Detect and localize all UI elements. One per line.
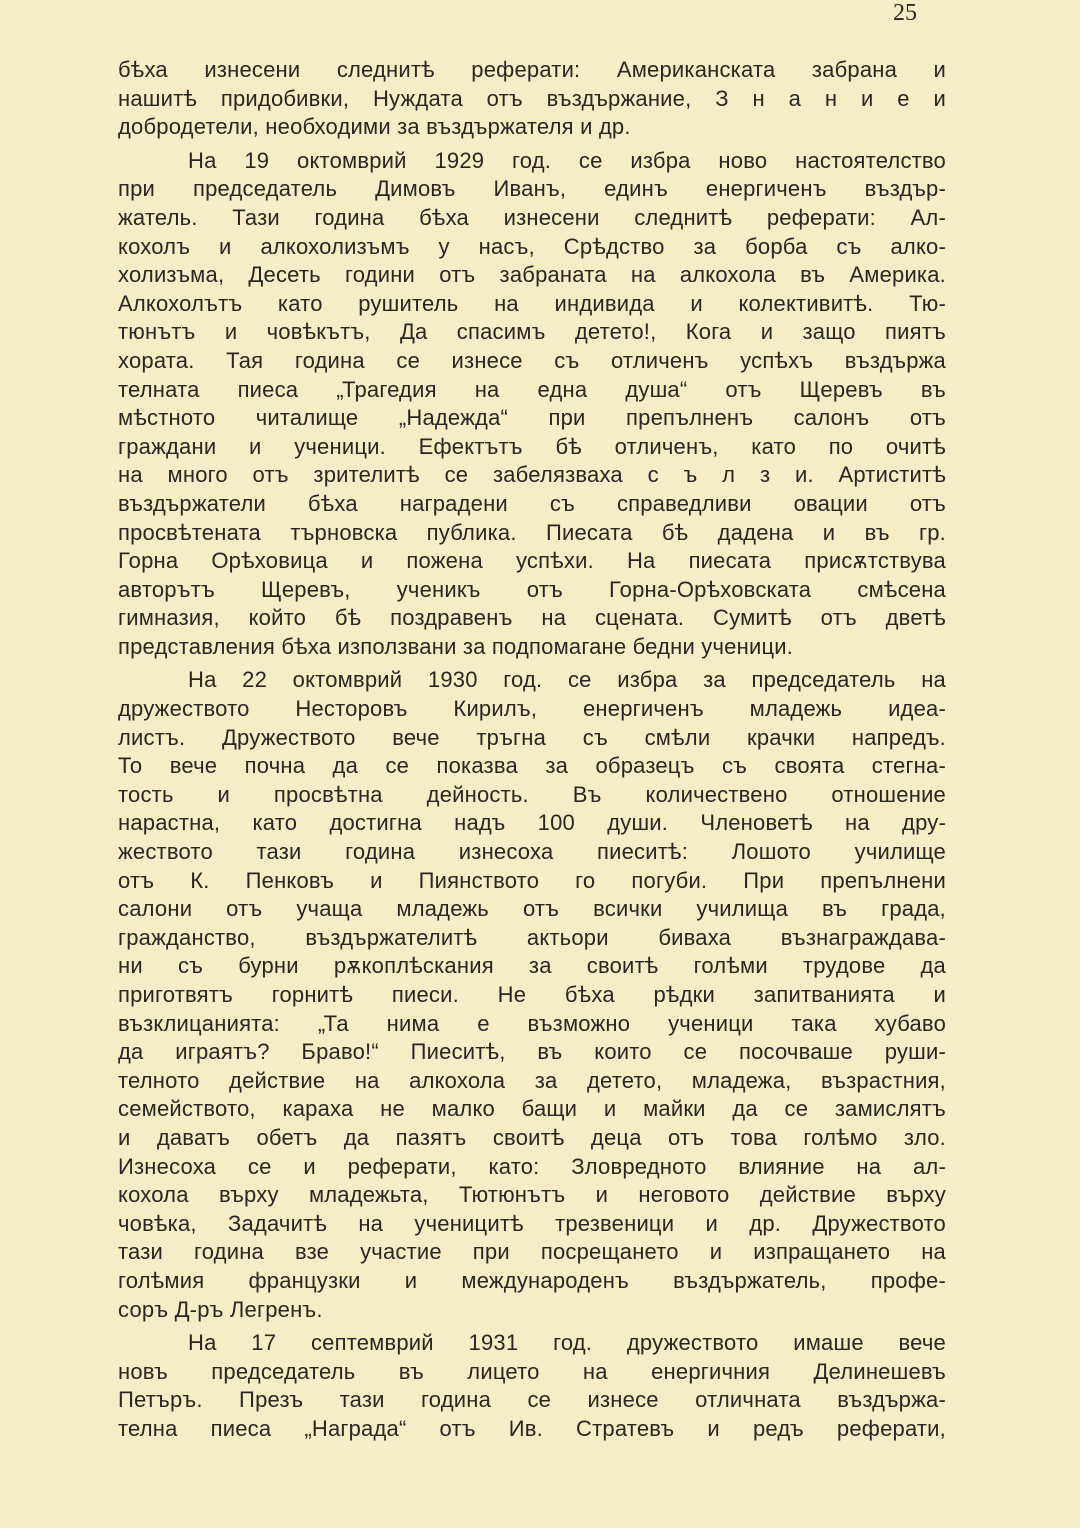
text-line: нашитѣ придобивки, Нуждата отъ въздържание, З н а н и е и [118, 85, 946, 111]
text-line: жеството тази година изнесоха пиеситѣ: Лошото училище [118, 839, 946, 865]
text-line: човѣка, Задачитѣ на ученицитѣ трезвеници и др. Дружеството [118, 1210, 946, 1236]
paragraph [118, 666, 946, 1324]
text-line: Изнесоха се и реферати, като: Зловредното влияние на ал- [118, 1153, 946, 1179]
text-line: телната пиеса „Трагедия на една душа“ отъ Щеревъ въ [118, 376, 946, 402]
paragraph [118, 147, 946, 662]
text-line: на много отъ зрителитѣ се забелязваха с ъ л з и. Артиститѣ [118, 462, 946, 488]
text-line: салони отъ учаща младежь отъ всички училища въ града, [118, 896, 946, 922]
page-number: 25 [893, 0, 917, 26]
text-line: приготвятъ горнитѣ пиеси. Не бѣха рѣдки запитванията и [118, 982, 946, 1007]
text-line: и даватъ обетъ да пазятъ своитѣ деца отъ това голѣмо зло. [118, 1124, 946, 1150]
document-body [118, 56, 946, 1449]
text-line: Горна Орѣховица и пожена успѣхи. На пиесата присѫтствува [118, 548, 946, 574]
text-line: нарастна, като достигна надъ 100 души. Членоветѣ на дру- [118, 810, 946, 836]
text-line: На 17 септемврий 1931 год. дружеството имаше вече [188, 1330, 946, 1356]
text-line: Алкохолътъ като рушитель на индивида и колективитѣ. Тю- [118, 290, 946, 316]
text-line: гимназия, който бѣ поздравенъ на сцената. Сумитѣ отъ дветѣ [118, 605, 946, 631]
text-line: дружеството Несторовъ Кирилъ, енергиченъ младежь идеа- [118, 696, 946, 722]
text-line: граждани и ученици. Ефектътъ бѣ отличенъ, като по очитѣ [118, 433, 946, 459]
text-line: отъ К. Пенковъ и Пиянството го погуби. При препълнени [118, 867, 946, 893]
text-line: добродетели, необходими за въздържателя и др. [118, 114, 631, 140]
text-line: да играятъ? Браво!“ Пиеситѣ, въ които се посочваше руши- [118, 1039, 946, 1065]
text-line: мѣстното читалище „Надежда“ при препълненъ салонъ отъ [118, 405, 946, 431]
paragraph [118, 56, 946, 142]
text-line: гражданство, въздържателитѣ актьори биваха възнаграждава- [118, 924, 946, 950]
paragraph [118, 1329, 946, 1443]
text-line: телна пиеса „Награда“ отъ Ив. Стратевъ и редъ реферати, [118, 1415, 946, 1441]
text-line: соръ Д-ръ Легренъ. [118, 1296, 323, 1322]
text-line: авторътъ Щеревъ, ученикъ отъ Горна-Орѣховската смѣсена [118, 576, 946, 602]
text-line: тюнътъ и човѣкътъ, Да спасимъ детето!, Кога и защо пиятъ [118, 319, 946, 345]
text-line: въздържатели бѣха наградени съ справедливи овации отъ [118, 490, 946, 516]
text-line: голѣмия французки и международенъ въздържатель, профе- [118, 1267, 946, 1293]
text-line: бѣха изнесени следнитѣ реферати: Американската забрана и [118, 57, 946, 82]
text-line: кохола върху младежьта, Тютюнътъ и неговото действие върху [118, 1182, 946, 1208]
text-line: холизъма, Десеть години отъ забраната на алкохола въ Америка. [118, 262, 946, 288]
text-line: жатель. Тази година бѣха изнесени следнитѣ реферати: Ал- [118, 204, 946, 230]
text-line: възклицанията: „Та нима е възможно ученици така хубаво [118, 1010, 946, 1036]
text-line: листъ. Дружеството вече тръгна съ смѣли крачки напредъ. [118, 724, 946, 750]
text-line: хората. Тая година се изнесе съ отличенъ успѣхъ въздържа [118, 347, 946, 373]
text-line: новъ председатель въ лицето на енергичния Делинешевъ [118, 1358, 946, 1384]
text-line: просвѣтената търновска публика. Пиесата бѣ дадена и въ гр. [118, 519, 946, 545]
text-line: при председатель Димовъ Иванъ, единъ енергиченъ въздър- [118, 176, 946, 202]
text-line: На 19 октомврий 1929 год. се избра ново настоятелство [188, 147, 946, 173]
text-line: кохолъ и алкохолизъмъ у насъ, Срѣдство за борба съ алко- [118, 233, 946, 259]
text-line: То вече почна да се показва за образецъ съ своята стегна- [118, 753, 946, 779]
text-line: семейството, караха не малко бащи и майки да се замислятъ [118, 1096, 946, 1122]
text-line: тази година взе участие при посрещането и изпращането на [118, 1239, 946, 1265]
text-line: телното действие на алкохола за детето, младежа, възрастния, [118, 1067, 946, 1093]
text-line: На 22 октомврий 1930 год. се избра за председатель на [188, 667, 946, 693]
text-line: представления бѣха използвани за подпомагане бедни ученици. [118, 633, 794, 659]
text-line: тость и просвѣтна дейность. Въ количествено отношение [118, 781, 946, 807]
text-line: Петъръ. Презъ тази година се изнесе отличната въздържа- [118, 1387, 946, 1413]
text-line: ни съ бурни рѫкоплѣскания за своитѣ голѣми трудове да [118, 953, 946, 979]
